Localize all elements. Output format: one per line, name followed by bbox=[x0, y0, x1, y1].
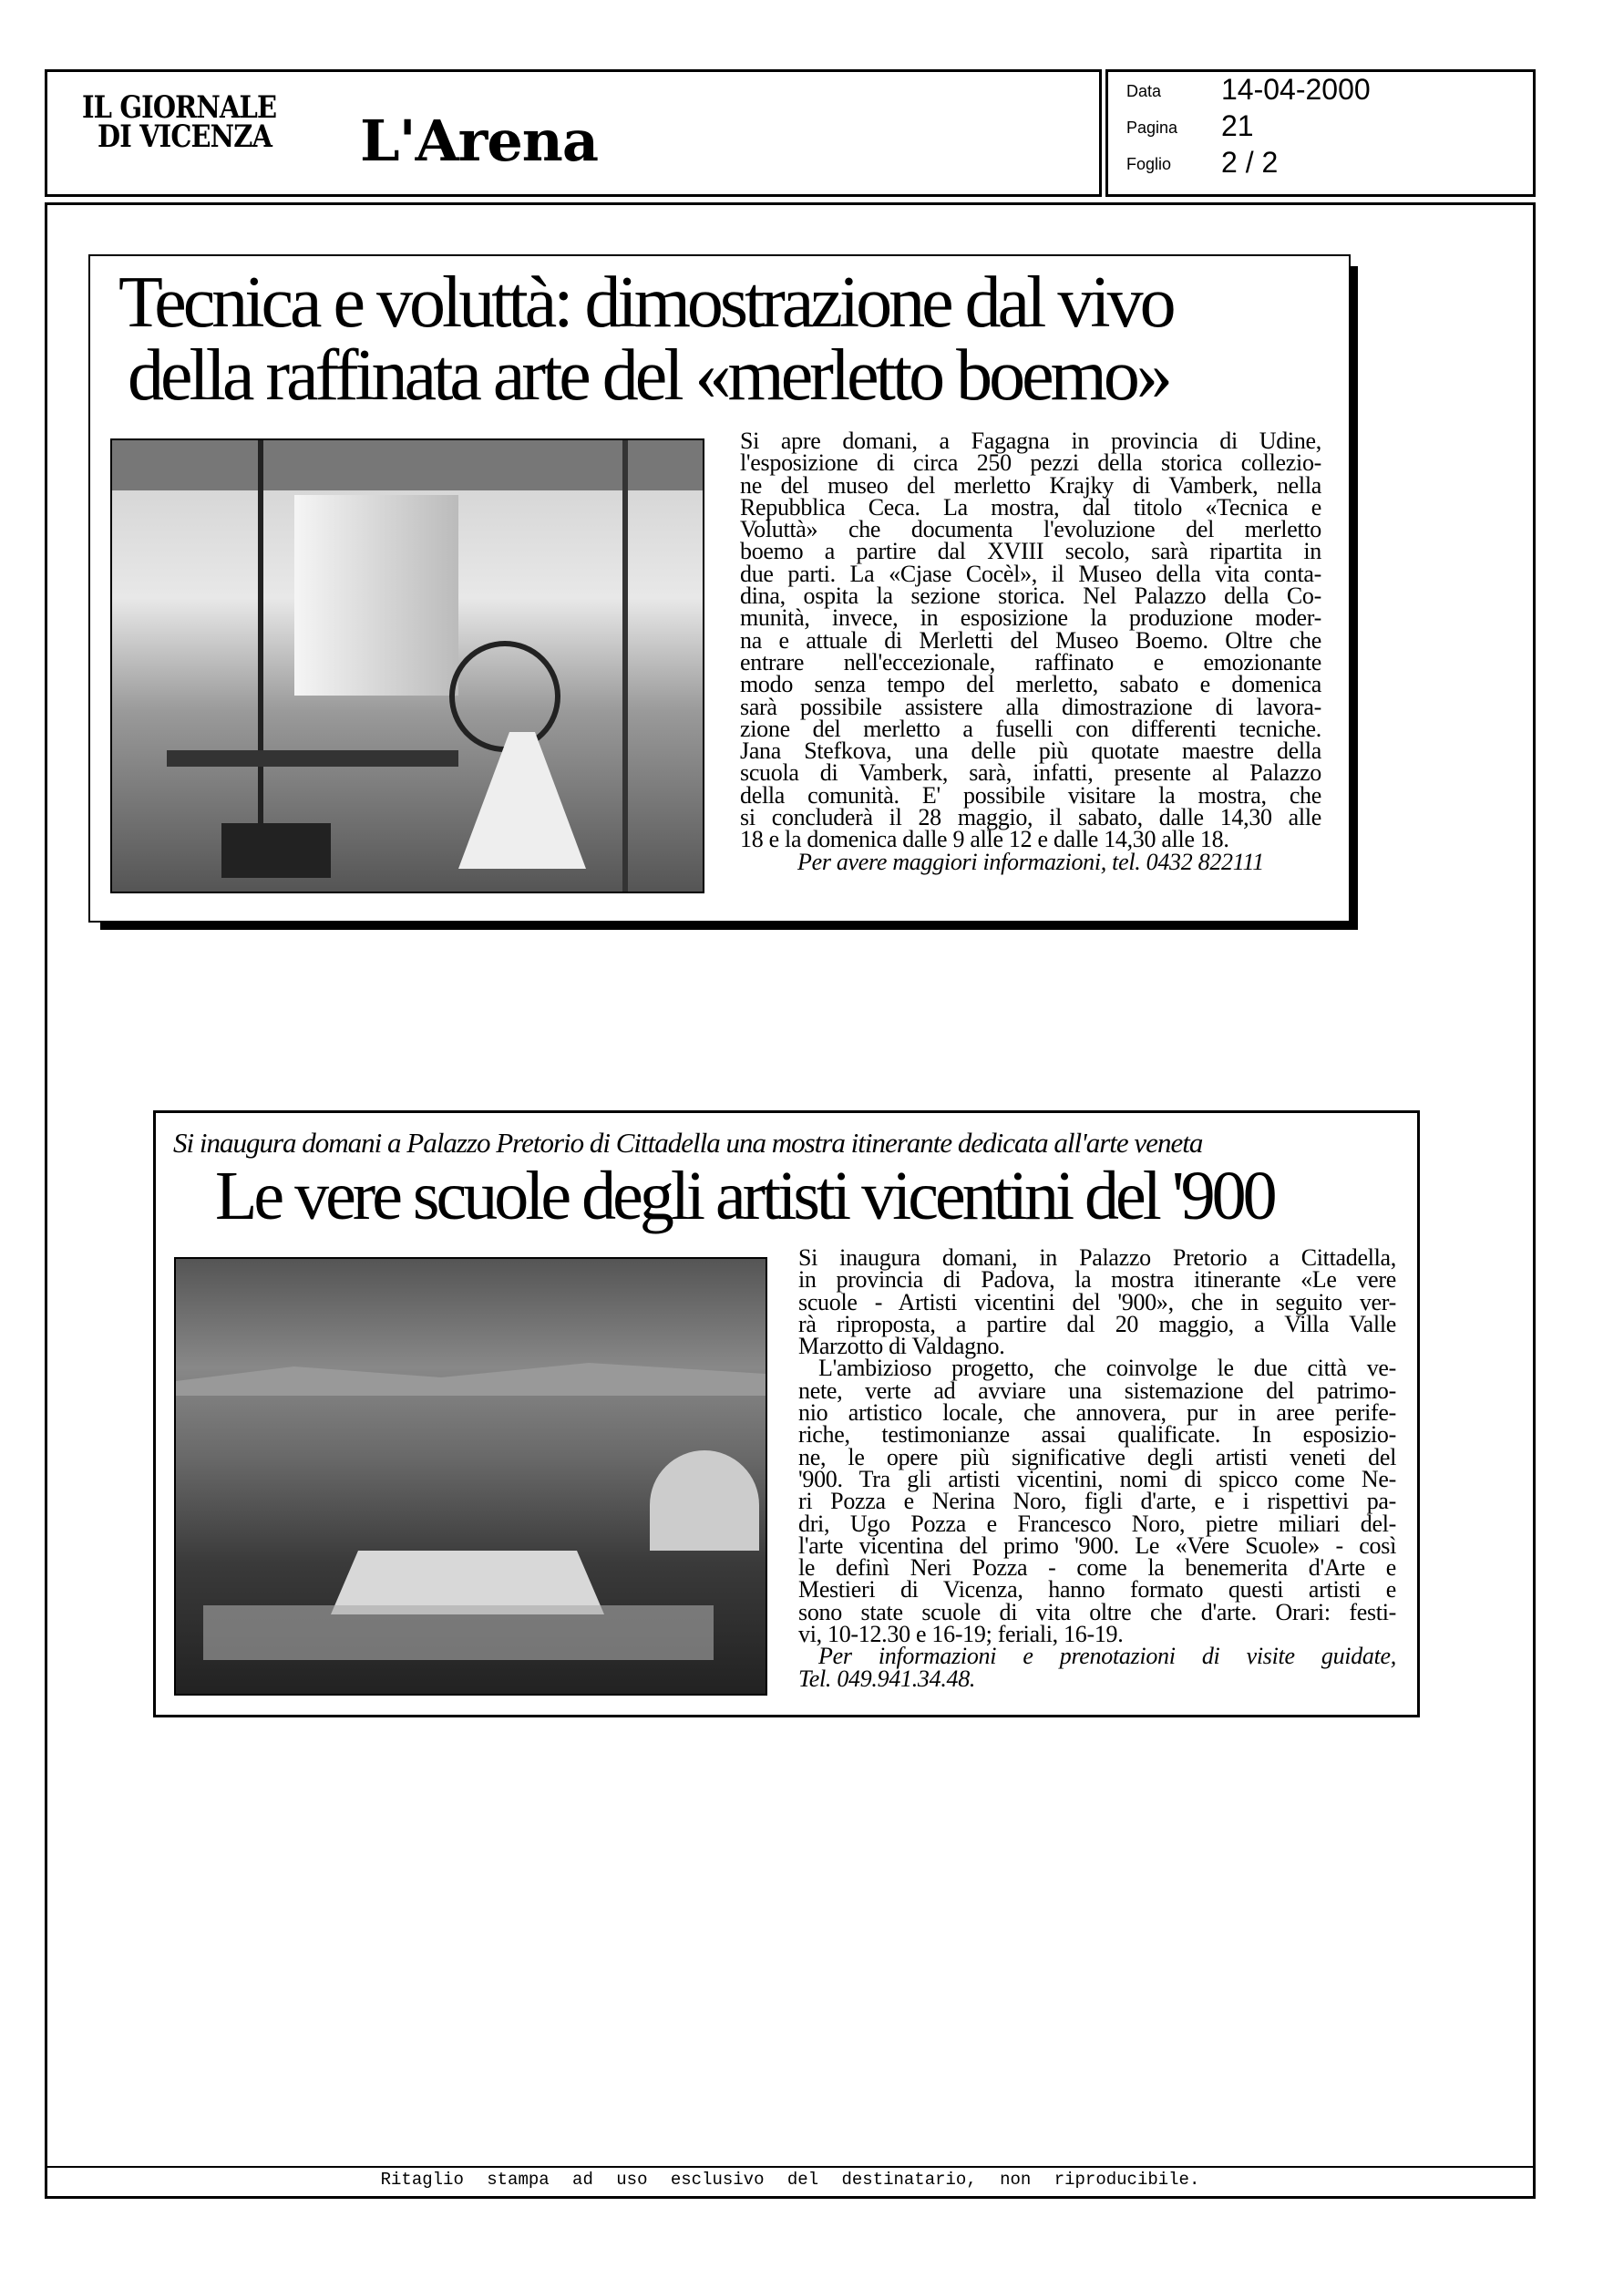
body-line: munità, invece, in esposizione la produzione moder- bbox=[740, 604, 1321, 632]
body-line: '900. Tra gli artisti vicentini, nomi di spicco come Ne- bbox=[798, 1465, 1396, 1492]
body-line: due parti. La «Cjase Cocèl», il Museo della vita conta- bbox=[740, 560, 1321, 587]
body-line: ne, le opere più significative degli artisti veneti del bbox=[798, 1443, 1396, 1470]
body-line: sarà possibile assistere alla dimostrazione di lavora- bbox=[740, 693, 1321, 720]
article2-title: Le vere scuole degli artisti vicentini del '900 bbox=[215, 1158, 1274, 1234]
body-line: entrare nell'eccezionale, raffinato e emozionante bbox=[740, 648, 1321, 675]
data-value: 14-04-2000 bbox=[1221, 73, 1371, 106]
body-line: rà riproposta, a partire dal 20 maggio, a Villa Valle bbox=[798, 1310, 1396, 1337]
article1-photo-lace-exhibit bbox=[110, 438, 704, 893]
body-line: L'ambizioso progetto, che coinvolge le due città ve- bbox=[818, 1355, 1396, 1382]
body-line: nete, verte ad avviare una sistemazione del patrimo- bbox=[798, 1377, 1396, 1404]
body-line: dri, Ugo Pozza e Francesco Noro, pietre miliari del- bbox=[798, 1510, 1396, 1537]
body-line: Jana Stefkova, una delle più quotate maestre della bbox=[740, 737, 1321, 765]
pagina-value: 21 bbox=[1221, 109, 1254, 142]
body-line: della comunità. E' possibile visitare la mostra, che bbox=[740, 781, 1321, 809]
body-line: nio artistico locale, che annovera, pur in aree perife- bbox=[798, 1399, 1396, 1427]
data-label: Data bbox=[1126, 82, 1162, 100]
logo-line: DI VICENZA bbox=[98, 119, 272, 155]
article2-body bbox=[798, 1244, 1396, 1692]
l-arena-logo: L'Arena bbox=[360, 108, 599, 174]
article1-info-line: Per avere maggiori informazioni, tel. 0432 822111 bbox=[797, 848, 1264, 875]
body-line: zione del merletto a fuselli con differenti tecniche. bbox=[740, 715, 1321, 742]
body-line: ri Pozza e Nerina Noro, figli d'arte, e i rispettivi pa- bbox=[798, 1488, 1396, 1515]
body-line: le definì Neri Pozza - come la benemerita d'Arte e bbox=[798, 1554, 1396, 1582]
body-line: 18 e la domenica dalle 9 alle 12 e dalle 14,30 alle 18. bbox=[740, 826, 1229, 853]
article1-body bbox=[740, 430, 1321, 873]
body-line: Marzotto di Valdagno. bbox=[798, 1333, 1005, 1360]
body-line: vi, 10-12.30 e 16-19; feriali, 16-19. bbox=[798, 1621, 1124, 1648]
il-giornale-di-vicenza-logo bbox=[82, 89, 277, 155]
article2-info-line: Per informazioni e prenotazioni di visite guidate, bbox=[818, 1643, 1396, 1670]
article2-kicker: Si inaugura domani a Palazzo Pretorio di Cittadella una mostra itinerante dedicata all'arte veneta bbox=[173, 1127, 1203, 1159]
body-line: ne del museo del merletto Krajky di Vamberk, nella bbox=[740, 471, 1321, 499]
body-line: l'arte vicentina del primo '900. Le «Vere Scuole» - così bbox=[798, 1531, 1396, 1559]
article1-title-line1: Tecnica e voluttà: dimostrazione dal vivo bbox=[118, 263, 1173, 343]
foglio-value: 2 / 2 bbox=[1221, 146, 1279, 179]
body-line: na e attuale di Merletti del Museo Boemo. Oltre che bbox=[740, 626, 1321, 654]
body-line: dina, ospita la sezione storica. Nel Palazzo della Co- bbox=[740, 583, 1321, 610]
body-line: Voluttà» che documenta l'evoluzione del merletto bbox=[740, 516, 1321, 543]
footer-disclaimer: Ritaglio stampa ad uso esclusivo del destinatario, non riproducibile. bbox=[380, 2170, 1200, 2190]
body-line: Mestieri di Vicenza, hanno formato questi artisti e bbox=[798, 1576, 1396, 1604]
body-line: Si apre domani, a Fagagna in provincia di Udine, bbox=[740, 428, 1321, 454]
body-line: Si inaugura domani, in Palazzo Pretorio a Cittadella, bbox=[798, 1244, 1396, 1271]
body-line: Repubblica Ceca. La mostra, dal titolo «Tecnica e bbox=[740, 493, 1321, 521]
body-line: in provincia di Padova, la mostra itinerante «Le vere bbox=[798, 1266, 1396, 1294]
foglio-label: Foglio bbox=[1126, 155, 1172, 173]
body-line: boemo a partire dal XVIII secolo, sarà ripartita in bbox=[740, 538, 1321, 565]
body-line: si concluderà il 28 maggio, il sabato, dalle 14,30 alle bbox=[740, 804, 1321, 831]
article2-info-phone: Tel. 049.941.34.48. bbox=[798, 1665, 976, 1692]
footer-divider bbox=[45, 2166, 1536, 2168]
body-line: l'esposizione di circa 250 pezzi della storica collezio- bbox=[740, 449, 1321, 477]
body-line: modo senza tempo del merletto, sabato e domenica bbox=[740, 671, 1321, 698]
body-line: sono state scuole di vita oltre che d'arte. Orari: festi- bbox=[798, 1598, 1396, 1625]
logo-line: IL GIORNALE bbox=[82, 89, 277, 126]
body-line: scuola di Vamberk, sarà, infatti, presente al Palazzo bbox=[740, 759, 1321, 787]
body-line: riche, testimonianze assai qualificate. In esposizio- bbox=[798, 1421, 1396, 1449]
pagina-label: Pagina bbox=[1126, 119, 1178, 137]
article1-title-line2: della raffinata arte del «merletto boemo» bbox=[128, 335, 1169, 416]
body-line: scuole - Artisti vicentini del '900», che in seguito ver- bbox=[798, 1288, 1396, 1315]
article2-photo-cityscape-painting bbox=[174, 1257, 767, 1696]
